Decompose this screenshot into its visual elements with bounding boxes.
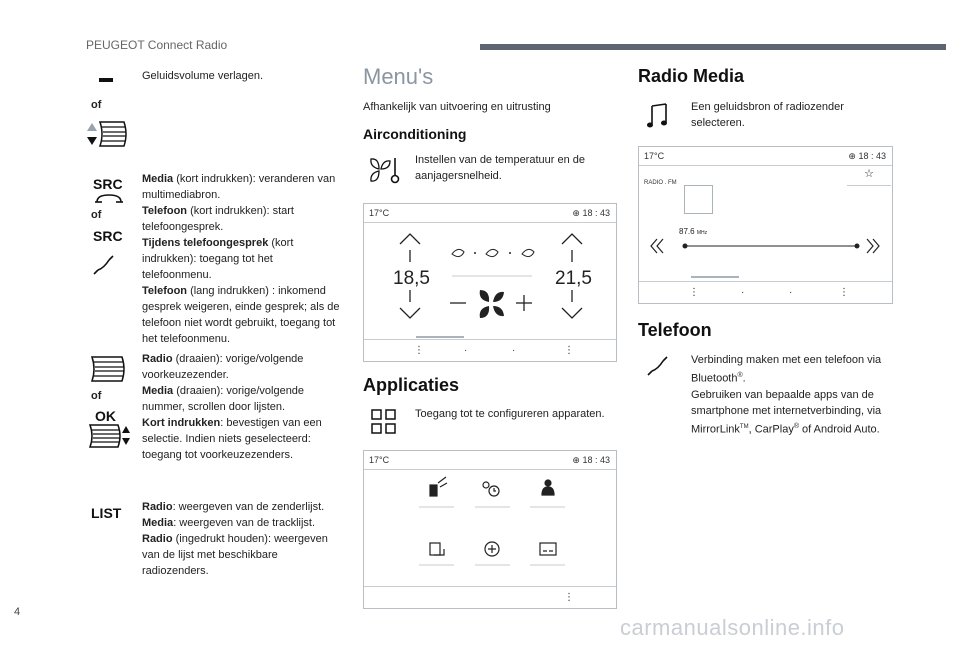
page-dot: · bbox=[741, 287, 745, 298]
menus-subtitle: Afhankelijk van uitvoering en uitrusting bbox=[363, 101, 551, 113]
apps-screen bbox=[363, 450, 617, 609]
favourite-star-icon[interactable]: ☆ bbox=[847, 167, 891, 186]
aircon-text: Instellen van de temperatuur en de aanjagersnelheid. bbox=[415, 154, 586, 182]
more-icon[interactable]: ⋮ bbox=[414, 345, 424, 356]
src-line-1: Media (kort indrukken): veranderen van multimediabron. bbox=[142, 173, 336, 201]
outside-temperature: 17°C bbox=[369, 208, 390, 218]
screen-status-bar bbox=[364, 204, 616, 223]
or-label: of bbox=[91, 99, 102, 111]
phone-handset-icon bbox=[94, 192, 124, 204]
radio-media-text: Een geluidsbron of radiozender selecteren. bbox=[691, 101, 844, 129]
wheel-press-icon bbox=[86, 424, 132, 448]
screen-footer bbox=[364, 339, 616, 361]
more-icon[interactable]: ⋮ bbox=[689, 287, 699, 298]
header-bar bbox=[480, 44, 946, 50]
page-dot: · bbox=[464, 345, 468, 356]
apps-grid-icon bbox=[370, 408, 398, 436]
music-note-icon bbox=[646, 102, 670, 130]
src-label: SRC bbox=[93, 228, 123, 244]
document-header-title: PEUGEOT Connect Radio bbox=[86, 38, 228, 52]
screen-status-bar bbox=[364, 451, 616, 470]
radio-description: Radio (draaien): vorige/volgende voorkeuzezender. Media (draaien): vorige/volgende nummer, scrollen door lijsten. Kort indrukken: bevestigen van een selectie. Indien niets geselecteerd: toegang tot voorkeuzezenders. bbox=[142, 353, 322, 461]
telefoon-title: Telefoon bbox=[638, 320, 712, 340]
src-line-4: Telefoon (lang indrukken) : inkomend gesprek weigeren, einde gesprek; als de telefoon niet wordt gebruikt, toegang tot het telefoonmenu. bbox=[142, 285, 340, 345]
page-number: 4 bbox=[14, 606, 21, 618]
apps-grid bbox=[364, 471, 616, 587]
aircon-title: Airconditioning bbox=[363, 126, 467, 142]
left-temp-setpoint[interactable]: 18,5 bbox=[393, 268, 430, 289]
screen-footer bbox=[364, 586, 616, 608]
outside-temperature: 17°C bbox=[644, 151, 665, 161]
ok-label: OK bbox=[95, 408, 116, 424]
src-description bbox=[142, 171, 342, 347]
apps-text: Toegang tot te configureren apparaten. bbox=[415, 408, 605, 420]
clock: ⊕ 18 : 43 bbox=[572, 208, 610, 218]
more-icon[interactable]: ⋮ bbox=[564, 592, 574, 603]
src-line-3: Tijdens telefoongesprek (kort indrukken): toegang tot het telefoonmenu. bbox=[142, 237, 294, 281]
fan-icon bbox=[366, 155, 402, 185]
src-line-2: Telefoon (kort indrukken): start telefoongesprek. bbox=[142, 205, 294, 233]
radio-media-title: Radio Media bbox=[638, 66, 745, 86]
band-label: RADIO . FM bbox=[644, 180, 677, 186]
right-temp-setpoint[interactable]: 21,5 bbox=[555, 268, 592, 289]
screen-footer bbox=[639, 281, 892, 303]
wheel-icon bbox=[88, 355, 128, 383]
page-dot: · bbox=[789, 287, 793, 298]
aircon-screen bbox=[363, 203, 617, 362]
phone-icon bbox=[91, 252, 117, 278]
screen-status-bar bbox=[639, 147, 892, 166]
menus-title: Menu's bbox=[363, 64, 434, 89]
watermark: carmanualsonline.info bbox=[620, 615, 845, 640]
clock: ⊕ 18 : 43 bbox=[848, 151, 886, 161]
minus-icon bbox=[99, 78, 113, 82]
volume-down-text: Geluidsvolume verlagen. bbox=[142, 70, 264, 82]
telefoon-text: Verbinding maken met een telefoon via Bluetooth®. Gebruiken van bepaalde apps van de smartphone met internetverbinding, via MirrorLink™, CarPlay® of Android Auto. bbox=[691, 354, 882, 436]
frequency-value: 87.6 MHz bbox=[679, 227, 708, 236]
outside-temperature: 17°C bbox=[369, 455, 390, 465]
or-label: of bbox=[91, 390, 102, 402]
volume-wheel-icon bbox=[86, 120, 130, 148]
list-label: LIST bbox=[91, 505, 122, 521]
source-indicator bbox=[691, 276, 739, 278]
more-icon[interactable]: ⋮ bbox=[839, 287, 849, 298]
radio-screen bbox=[638, 146, 893, 304]
tuner-bar[interactable] bbox=[639, 233, 892, 263]
more-icon[interactable]: ⋮ bbox=[564, 345, 574, 356]
src-label: SRC bbox=[93, 176, 123, 192]
list-description: Radio: weergeven van de zenderlijst. Media: weergeven van de tracklijst. Radio (ingedrukt houden): weergeven van de lijst met beschikbare radiozenders. bbox=[142, 501, 328, 577]
phone-icon bbox=[645, 353, 671, 379]
page-dot: · bbox=[512, 345, 516, 356]
apps-title: Applicaties bbox=[363, 375, 460, 395]
clock: ⊕ 18 : 43 bbox=[572, 455, 610, 465]
or-label: of bbox=[91, 209, 102, 221]
station-artwork bbox=[684, 185, 713, 214]
